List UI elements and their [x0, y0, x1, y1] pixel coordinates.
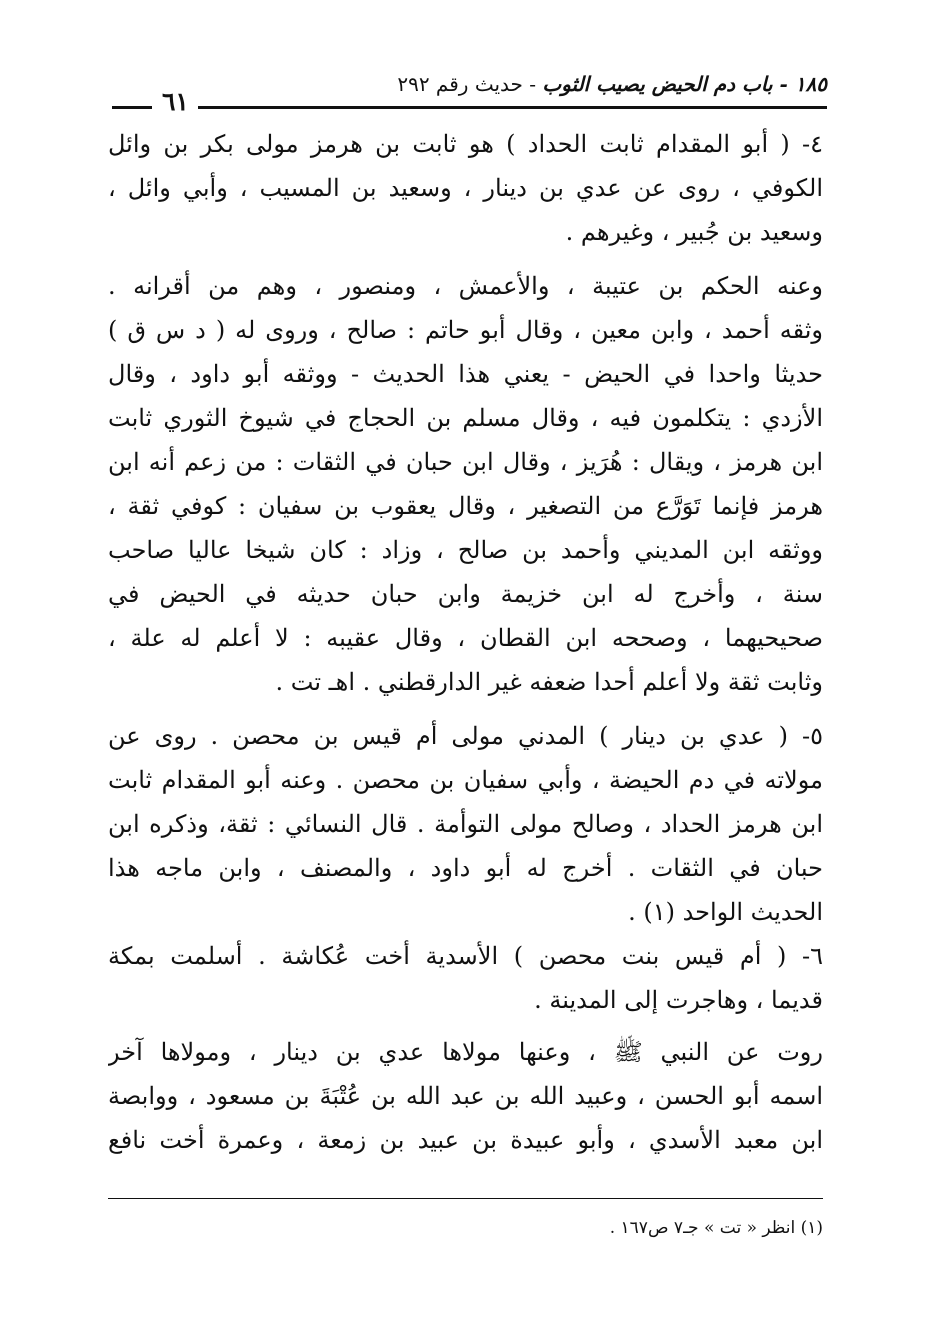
- text-line: حديثا واحدا في الحيض - يعني هذا الحديث - ووثقه أبو داود ، وقال: [108, 360, 823, 388]
- text-line: روت عن النبي ﷺ ، وعنها مولاها عدي بن دينار ، ومولاها آخر: [108, 1038, 823, 1066]
- hadith-number: - حديث رقم ٢٩٢: [397, 72, 543, 96]
- text-line: حبان في الثقات . أخرج له أبو داود ، والمصنف ، وابن ماجه هذا: [108, 854, 823, 882]
- text-line: ابن هرمز الحداد ، وصالح مولى التوأمة . قال النسائي : ثقة، وذكره ابن: [108, 810, 823, 838]
- text-line: وثقه أحمد ، وابن معين ، وقال أبو حاتم : صالح ، وروى له ( د س ق ): [108, 316, 823, 344]
- text-line: صحيحيهما ، وصححه ابن القطان ، وقال عقيبه : لا أعلم له علة ،: [108, 624, 823, 652]
- header-rule-left: [112, 106, 152, 109]
- text-line: ووثقه ابن المديني وأحمد بن صالح ، وزاد : كان شيخا عاليا صاحب: [108, 536, 823, 564]
- text-line: اسمه أبو الحسن ، وعبيد الله بن عبد الله بن عُتْبَةَ بن مسعود ، ووابصة: [108, 1082, 823, 1110]
- paragraph-narrator-6: [108, 934, 823, 1022]
- text-line: ابن هرمز ، ويقال : هُرَيز ، وقال ابن حبان في الثقات : من زعم أنه ابن: [108, 448, 823, 476]
- text-line: سنة ، وأخرج له ابن خزيمة وابن حبان حديثه في الحيض في: [108, 580, 823, 608]
- text-line: هرمز فإنما تَوَرَّع من التصغير ، وقال يعقوب بن سفيان : كوفي ثقة ،: [108, 492, 823, 520]
- text-line: الحديث الواحد (١) .: [628, 898, 823, 926]
- text-line: ابن معبد الأسدي ، وأبو عبيدة بن عبيد بن زمعة ، وعمرة أخت نافع: [108, 1126, 823, 1154]
- text-line: الكوفي ، روى عن عدي بن دينار ، وسعيد بن المسيب ، وأبي وائل ،: [108, 174, 823, 202]
- text-line: قديما ، وهاجرت إلى المدينة .: [534, 986, 823, 1014]
- paragraph-narrator-4-details: [108, 264, 823, 704]
- text-line: مولاته في دم الحيضة ، وأبي سفيان بن محصن . وعنه أبو المقدام ثابت: [108, 766, 823, 794]
- paragraph-narrator-6-details: [108, 1030, 823, 1162]
- page-number: ٦١: [162, 87, 189, 116]
- paragraph-narrator-5: [108, 714, 823, 934]
- chapter-title: ١٨٥ - باب دم الحيض يصيب الثوب: [542, 72, 827, 96]
- running-title: [397, 70, 827, 98]
- text-line: وثابت ثقة ولا أعلم أحدا ضعفه غير الدارقطني . اهـ تت .: [275, 668, 823, 696]
- text-line: ٦- ( أم قيس بنت محصن ) الأسدية أخت عُكاشة . أسلمت بمكة: [108, 942, 823, 970]
- footnote: (١) انظر « تت » جـ٧ ص١٦٧ .: [609, 1218, 823, 1238]
- text-line: ٥- ( عدي بن دينار ) المدني مولى أم قيس بن محصن . روى عن: [108, 722, 823, 750]
- text-line: وسعيد بن جُبير ، وغيرهم .: [565, 218, 823, 246]
- paragraph-narrator-4: [108, 122, 823, 254]
- text-line: الأزدي : يتكلمون فيه ، وقال مسلم بن الحجاج في شيوخ الثوري ثابت: [108, 404, 823, 432]
- footnote-rule: [108, 1198, 823, 1199]
- text-line: ٤- ( أبو المقدام ثابت الحداد ) هو ثابت بن هرمز مولى بكر بن وائل: [108, 130, 823, 158]
- main-text: [108, 122, 823, 1162]
- page-header: [112, 68, 827, 118]
- text-line: وعنه الحكم بن عتيبة ، والأعمش ، ومنصور ، وهم من أقرانه .: [108, 272, 823, 300]
- header-rule-right: [198, 106, 827, 109]
